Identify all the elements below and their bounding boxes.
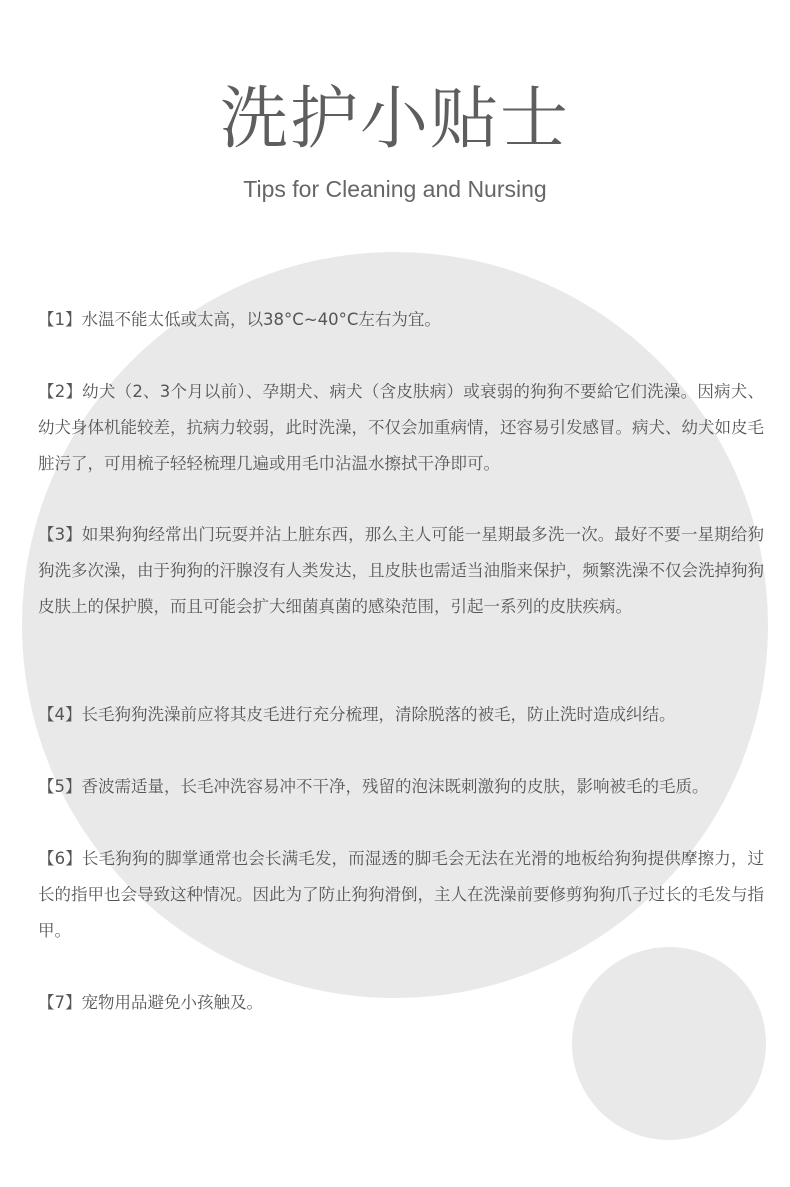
tip-item-7: 【7】宠物用品避免小孩触及。	[38, 993, 263, 1012]
tip-item-5: 【5】香波需适量，长毛冲洗容易冲不干净，残留的泡沫既刺激狗的皮肤，影响被毛的毛质。	[38, 777, 709, 796]
tip-item-3: 【3】如果狗狗经常出门玩耍并沾上脏东西，那么主人可能一星期最多洗一次。最好不要一星期给狗狗洗多次澡，由于狗狗的汗腺沒有人类发达，且皮肤也需适当油脂来保护，频繁洗澡不仅会洗掉狗狗皮肤上的保护膜，而且可能会扩大细菌真菌的感染范围，引起一系列的皮肤疾病。	[38, 525, 764, 616]
page-title: 洗护小贴士	[219, 80, 570, 159]
decorative-circle-small	[572, 947, 766, 1140]
tip-item-2: 【2】幼犬（2、3个月以前）、孕期犬、病犬（含皮肤病）或衰弱的狗狗不要給它们洗澡。因病犬、幼犬身体机能较差，抗病力较弱，此时洗澡，不仅会加重病情，还容易引发感冒。病犬、幼犬如皮毛脏污了，可用梳子轻轻梳理几遍或用毛巾沾温水擦拭干净即可。	[38, 382, 764, 473]
tip-item-1: 【1】水温不能太低或太高，以38°C~40°C左右为宜。	[38, 310, 441, 329]
page-subtitle: Tips for Cleaning and Nursing	[243, 176, 547, 202]
tip-item-6: 【6】长毛狗狗的脚掌通常也会长满毛发，而湿透的脚毛会无法在光滑的地板给狗狗提供摩擦力，过长的指甲也会导致这种情况。因此为了防止狗狗滑倒，主人在洗澡前要修剪狗狗爪子过长的毛发与指甲。	[38, 849, 764, 940]
tip-item-4: 【4】长毛狗狗洗澡前应将其皮毛进行充分梳理，清除脱落的被毛，防止洗时造成纠结。	[38, 705, 676, 724]
